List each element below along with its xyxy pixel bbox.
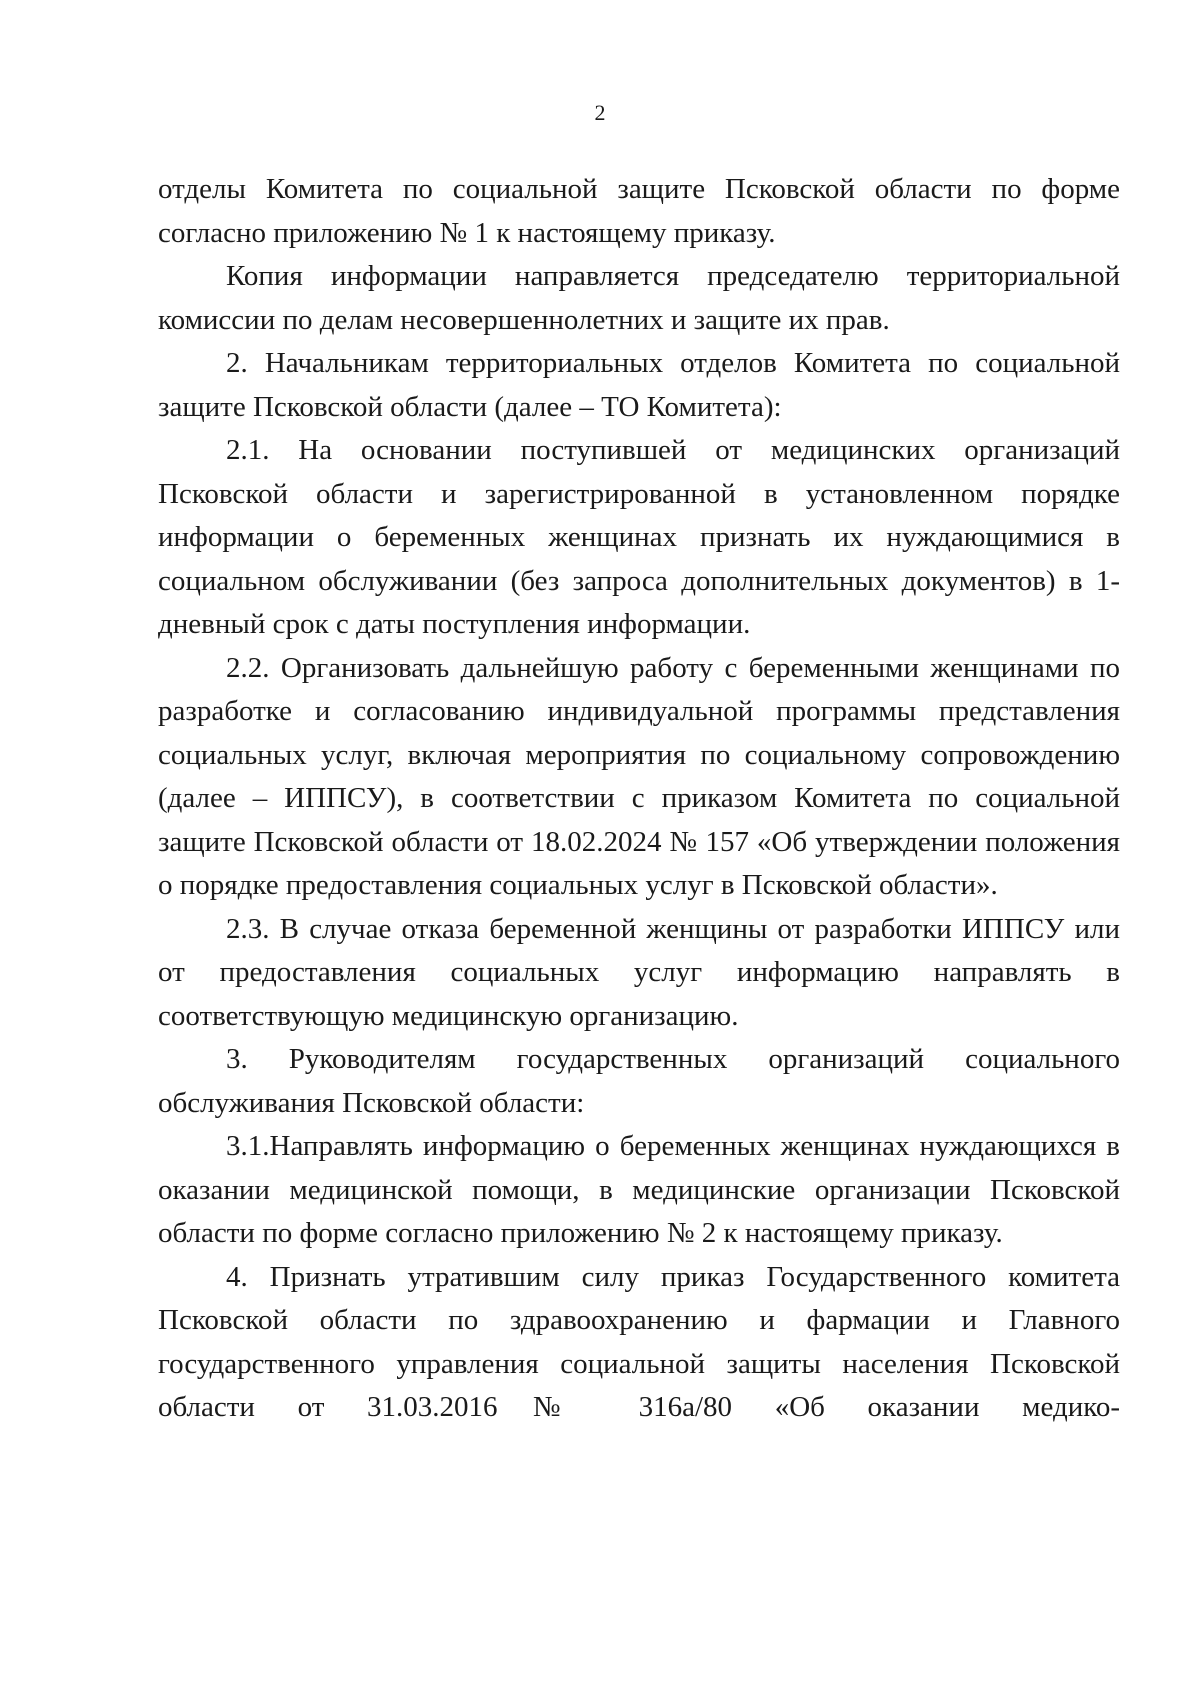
- paragraph-item-4: 4. Признать утратившим силу приказ Государственного комитета Псковской области по здравоохранению и фармации и Главного государственного управления социальной защиты населения Псковской области от 31.03.2016№ 316а/80 «Об оказании медико-: [158, 1260, 1120, 1423]
- paragraph-continuation: отделы Комитета по социальной защите Псковской области по форме согласно приложению № 1 к настоящему приказу.: [158, 173, 1120, 249]
- paragraph-item-2-1: 2.1. На основании поступившей от медицинских организаций Псковской области и зарегистрированной в установленном порядке информации о беременных женщинах признать их нуждающимися в социальном обслуживании (без запроса дополнительных документов) в 1-дневный срок с даты поступления информации.: [158, 434, 1120, 640]
- paragraph-copy-info: Копия информации направляется председателю территориальной комиссии по делам несовершеннолетних и защите их прав.: [158, 260, 1120, 336]
- paragraph-item-2-3: 2.3. В случае отказа беременной женщины от разработки ИППСУ или от предоставления социальных услуг информацию направлять в соответствующую медицинскую организацию.: [158, 912, 1120, 1032]
- paragraph-item-3: 3. Руководителям государственных организаций социального обслуживания Псковской области:: [158, 1043, 1120, 1119]
- document-body: [158, 168, 1120, 1430]
- paragraph-item-3-1: 3.1.Направлять информацию о беременных женщинах нуждающихся в оказании медицинской помощи, в медицинские организации Псковской области по форме согласно приложению № 2 к настоящему приказу.: [158, 1130, 1120, 1249]
- page-number: 2: [594, 100, 606, 125]
- paragraph-item-2-2: 2.2. Организовать дальнейшую работу с беременными женщинами по разработке и согласованию индивидуальной программы представления социальных услуг, включая мероприятия по социальному сопровождению (далее – ИППСУ), в соответствии с приказом Комитета по социальной защите Псковской области от 18.02.2024 № 157 «Об утверждении положения о порядке предоставления социальных услуг в Псковской области».: [158, 651, 1120, 901]
- paragraph-item-2: 2. Начальникам территориальных отделов Комитета по социальной защите Псковской области (далее – ТО Комитета):: [158, 347, 1120, 423]
